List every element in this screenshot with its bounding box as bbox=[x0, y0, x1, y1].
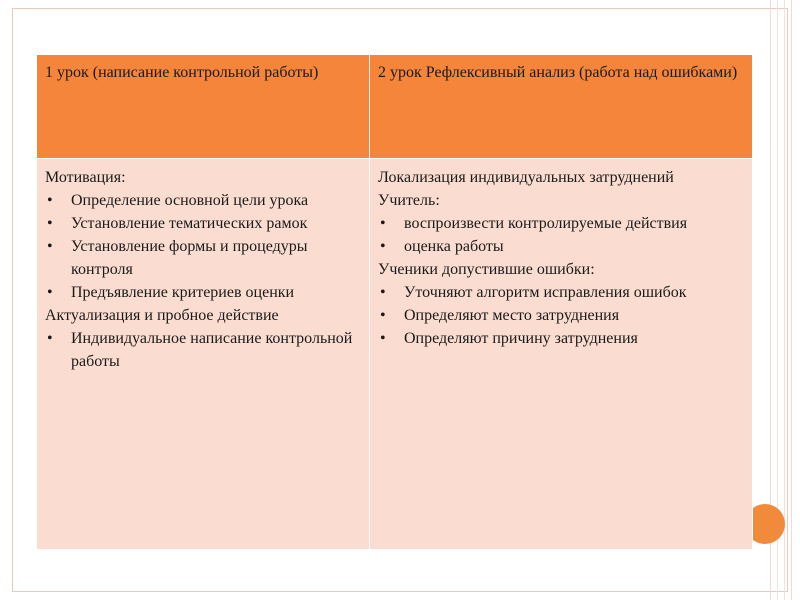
teacher-list bbox=[378, 212, 744, 258]
table-body-row bbox=[37, 159, 753, 550]
list-item: • Определяют место затруднения bbox=[378, 304, 744, 327]
motivation-list bbox=[45, 189, 361, 304]
header-lesson-2: 2 урок Рефлексивный анализ (работа над ошибками) bbox=[370, 55, 753, 159]
list-item: • Определение основной цели урока bbox=[45, 189, 361, 212]
students-list bbox=[378, 281, 744, 350]
section-title-students: Ученики допустившие ошибки: bbox=[378, 261, 595, 278]
lesson-comparison-table bbox=[36, 54, 753, 550]
actualization-list bbox=[45, 327, 361, 373]
list-item: • оценка работы bbox=[378, 235, 744, 258]
list-item: • Определяют причину затруднения bbox=[378, 327, 744, 350]
list-item: • Предъявление критериев оценки bbox=[45, 281, 361, 304]
section-title-motivation: Мотивация: bbox=[45, 169, 126, 186]
list-item: • Установление формы и процедуры контроля bbox=[45, 235, 361, 281]
table-header-row bbox=[37, 55, 753, 159]
list-item: • Уточняют алгоритм исправления ошибок bbox=[378, 281, 744, 304]
section-title-actualization: Актуализация и пробное действие bbox=[45, 307, 279, 324]
list-item: • Установление тематических рамок bbox=[45, 212, 361, 235]
list-item: • воспроизвести контролируемые действия bbox=[378, 212, 744, 235]
lesson-2-content bbox=[370, 159, 753, 550]
list-item: • Индивидуальное написание контрольной работы bbox=[45, 327, 361, 373]
section-title-localization: Локализация индивидуальных затруднений bbox=[378, 169, 674, 186]
header-lesson-1: 1 урок (написание контрольной работы) bbox=[37, 55, 370, 159]
section-title-teacher: Учитель: bbox=[378, 192, 440, 209]
lesson-1-content bbox=[37, 159, 370, 550]
